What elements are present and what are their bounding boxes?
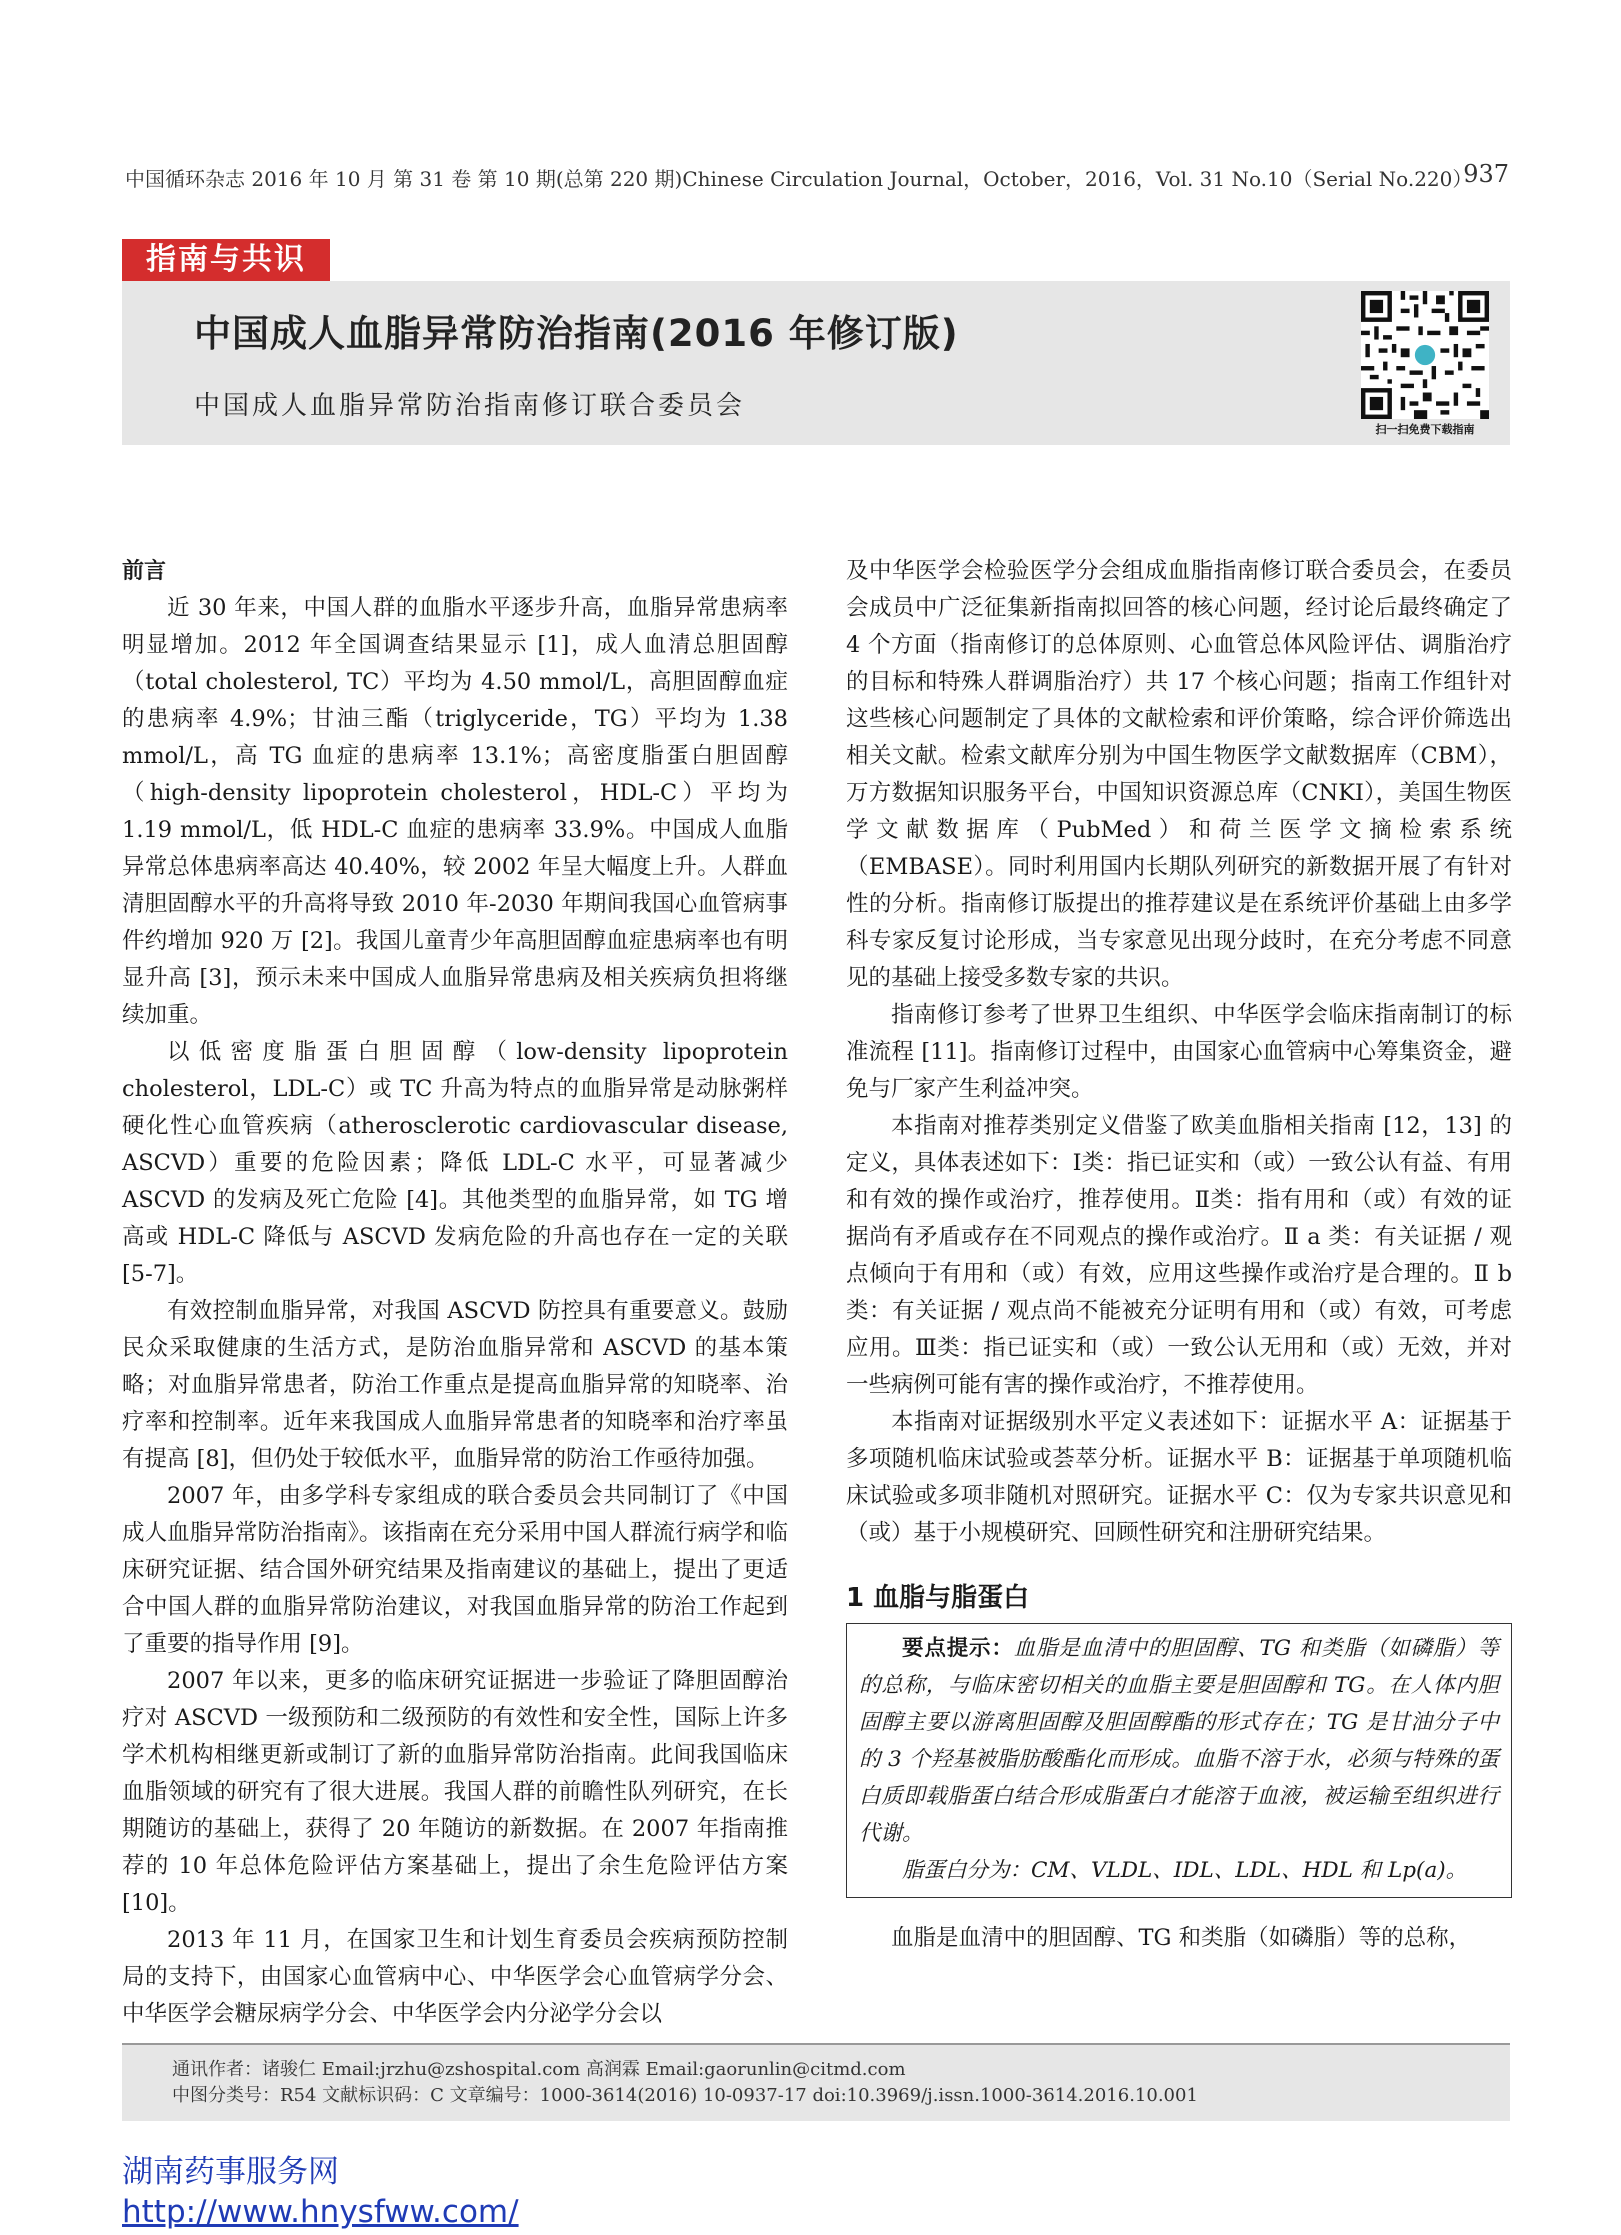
paragraph: 2013 年 11 月，在国家卫生和计划生育委员会疾病预防控制局的支持下，由国家心血管病中心、中华医学会心血管病学分会、中华医学会糖尿病学分会、中华医学会内分泌学分会以 <box>122 1927 788 2027</box>
correspondence-line: 通讯作者：诸骏仁 Email:jrzhu@zshospital.com 高润霖 Email:gaorunlin@citmd.com <box>172 2059 906 2080</box>
watermark <box>122 2152 519 2232</box>
watermark-link[interactable]: http://www.hnysfww.com/ <box>122 2194 519 2230</box>
paragraph: 有效控制血脂异常，对我国 ASCVD 防控具有重要意义。鼓励民众采取健康的生活方式，是防治血脂异常和 ASCVD 的基本策略；对血脂异常患者，防治工作重点是提高血脂异常的知晓率、治疗率和控制率。近年来我国成人血脂异常患者的知晓率和治疗率虽有提高 [8]，但仍处于较低水平，血脂异常的防治工作亟待加强。 <box>122 1298 788 1472</box>
article-title: 中国成人血脂异常防治指南(2016 年修订版) <box>194 312 959 355</box>
left-column <box>122 553 788 2033</box>
paragraph: 以低密度脂蛋白胆固醇（low-density lipoprotein cholesterol，LDL-C）或 TC 升高为特点的血脂异常是动脉粥样硬化性心血管疾病（atherosclerotic cardiovascular disease, ASCVD）重要的危险因素；降低 LDL-C 水平，可显著减少 ASCVD 的发病及死亡危险 [4]。其他类型的血脂异常，如 TG 增高或 HDL-C 降低与 ASCVD 发病危险的升高也存在一定的关联 [5-7]。 <box>122 1039 788 1287</box>
keypoints-paragraph <box>859 1630 1499 1852</box>
keypoints-text-2: 脂蛋白分为：CM、VLDL、IDL、LDL、HDL 和 Lp(a)。 <box>902 1858 1468 1883</box>
running-header: 中国循环杂志 2016 年 10 月 第 31 卷 第 10 期(总第 220 期)Chinese Circulation Journal，October，2016，Vol. 31 No.10（Serial No.220） <box>125 167 1473 191</box>
paragraph: 本指南对推荐类别定义借鉴了欧美血脂相关指南 [12，13] 的定义，具体表述如下：Ⅰ类：指已证实和（或）一致公认有益、有用和有效的操作或治疗，推荐使用。Ⅱ类：指有用和（或）有效的证据尚有矛盾或存在不同观点的操作或治疗。Ⅱ a 类：有关证据 / 观点倾向于有用和（或）有效，应用这些操作或治疗是合理的。Ⅱ b 类：有关证据 / 观点尚不能被充分证明有用和（或）有效，可考虑应用。Ⅲ类：指已证实和（或）一致公认无用和（或）无效，并对一些病例可能有害的操作或治疗，不推荐使用。 <box>846 1113 1512 1398</box>
paragraph: 2007 年，由多学科专家组成的联合委员会共同制订了《中国成人血脂异常防治指南》。该指南在充分采用中国人群流行病学和临床研究证据、结合国外研究结果及指南建议的基础上，提出了更适合中国人群的血脂异常防治建议，对我国血脂异常的防治工作起到了重要的指导作用 [9]。 <box>122 1483 788 1657</box>
footnote-panel <box>122 2043 1510 2121</box>
section-heading: 1 血脂与脂蛋白 <box>846 1583 1030 1613</box>
paragraph: 2007 年以来，更多的临床研究证据进一步验证了降胆固醇治疗对 ASCVD 一级预防和二级预防的有效性和安全性，国际上许多学术机构相继更新或制订了新的血脂异常防治指南。此间我国临床血脂领域的研究有了很大进展。我国人群的前瞻性队列研究，在长期随访的基础上，获得了 20 年随访的新数据。在 2007 年指南推荐的 10 年总体危险评估方案基础上，提出了余生危险评估方案 [10]。 <box>122 1668 788 1916</box>
paragraph: 指南修订参考了世界卫生组织、中华医学会临床指南制订的标准流程 [11]。指南修订过程中，由国家心血管病中心筹集资金，避免与厂家产生利益冲突。 <box>846 1002 1512 1102</box>
article-authors: 中国成人血脂异常防治指南修订联合委员会 <box>194 391 746 421</box>
right-column <box>846 553 1512 1957</box>
watermark-name: 湖南药事服务网 <box>122 2154 339 2190</box>
qr-caption: 扫一扫免费下载指南 <box>1375 423 1475 436</box>
paragraph: 本指南对证据级别水平定义表述如下：证据水平 A：证据基于多项随机临床试验或荟萃分析。证据水平 B：证据基于单项随机临床试验或多项非随机对照研究。证据水平 C：仅为专家共识意见和（或）基于小规模研究、回顾性研究和注册研究结果。 <box>846 1409 1512 1546</box>
foreword-heading: 前言 <box>122 559 167 584</box>
page-number: 937 <box>1463 160 1509 188</box>
keypoints-label: 要点提示： <box>902 1636 1014 1661</box>
paragraph: 血脂是血清中的胆固醇、TG 和类脂（如磷脂）等的总称， <box>891 1925 1472 1951</box>
section-tag: 指南与共识 <box>122 239 330 281</box>
title-panel <box>122 281 1510 445</box>
classification-line: 中图分类号：R54 文献标识码：C 文章编号：1000-3614(2016) 10-0937-17 doi:10.3969/j.issn.1000-3614.2016.10.001 <box>172 2085 1198 2106</box>
paragraph: 及中华医学会检验医学分会组成血脂指南修订联合委员会，在委员会成员中广泛征集新指南拟回答的核心问题，经讨论后最终确定了 4 个方面（指南修订的总体原则、心血管总体风险评估、调脂治疗的目标和特殊人群调脂治疗）共 17 个核心问题；指南工作组针对这些核心问题制定了具体的文献检索和评价策略，综合评价筛选出相关文献。检索文献库分别为中国生物医学文献数据库（CBM），万方数据知识服务平台，中国知识资源总库（CNKI），美国生物医学文献数据库（PubMed）和荷兰医学文摘检索系统（EMBASE）。同时利用国内长期队列研究的新数据开展了有针对性的分析。指南修订版提出的推荐建议是在系统评价基础上由多学科专家反复讨论形成，当专家意见出现分歧时，在充分考虑不同意见的基础上接受多数专家的共识。 <box>846 558 1512 991</box>
qr-code-icon <box>1358 291 1492 419</box>
keypoints-text: 血脂是血清中的胆固醇、TG 和类脂（如磷脂）等的总称，与临床密切相关的血脂主要是胆固醇和 TG。在人体内胆固醇主要以游离胆固醇及胆固醇酯的形式存在；TG 是甘油分子中的 3 个羟基被脂肪酸酯化而形成。血脂不溶于水，必须与特殊的蛋白质即载脂蛋白结合形成脂蛋白才能溶于血液，被运输至组织进行代谢。 <box>859 1636 1499 1846</box>
paragraph: 近 30 年来，中国人群的血脂水平逐步升高，血脂异常患病率明显增加。2012 年全国调查结果显示 [1]，成人血清总胆固醇（total cholesterol, TC）平均为 4.50 mmol/L，高胆固醇血症的患病率 4.9%；甘油三酯（triglyceride，TG）平均为 1.38 mmol/L，高 TG 血症的患病率 13.1%；高密度脂蛋白胆固醇（high-density lipoprotein cholesterol，HDL-C）平均为 1.19 mmol/L，低 HDL-C 血症的患病率 33.9%。中国成人血脂异常总体患病率高达 40.40%，较 2002 年呈大幅度上升。人群血清胆固醇水平的升高将导致 2010 年-2030 年期间我国心血管病事件约增加 920 万 [2]。我国儿童青少年高胆固醇血症患病率也有明显升高 [3]，预示未来中国成人血脂异常患病及相关疾病负担将继续加重。 <box>122 595 788 1028</box>
keypoints-box <box>846 1623 1512 1898</box>
qr-code[interactable] <box>1358 291 1492 437</box>
